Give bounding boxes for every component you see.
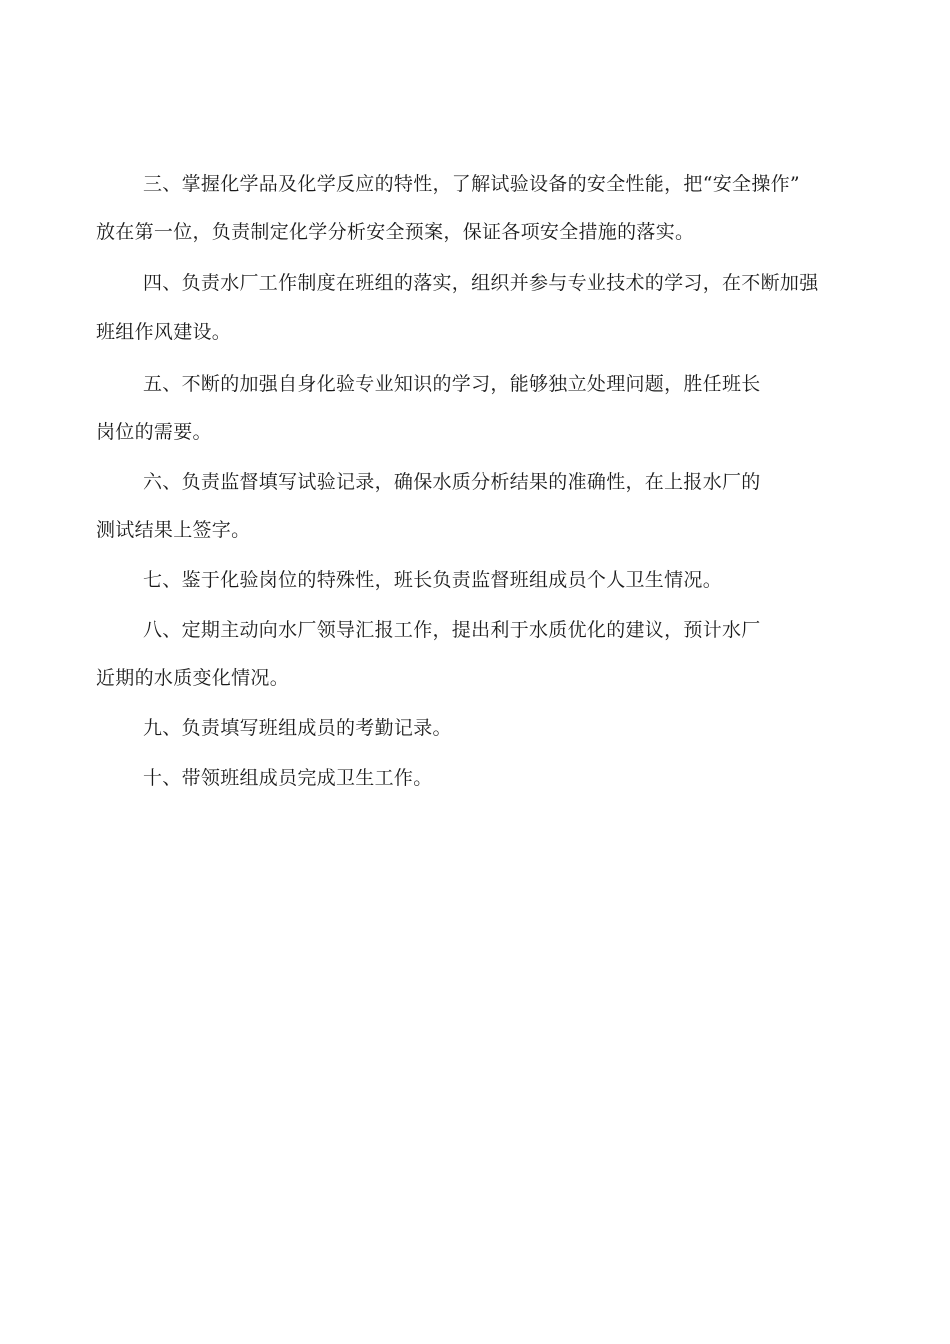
item-7-line-1: 七、鉴于化验岗位的特殊性，班长负责监督班组成员个人卫生情况。: [143, 569, 723, 591]
item-3-line-1: 三、掌握化学品及化学反应的特性，了解试验设备的安全性能，把“安全操作”: [143, 173, 800, 195]
item-3-line-2: 放在第一位，负责制定化学分析安全预案，保证各项安全措施的落实。: [96, 221, 695, 243]
item-8-line-2: 近期的水质变化情况。: [96, 667, 290, 689]
item-4-line-2: 班组作风建设。: [96, 321, 232, 343]
item-8-line-1: 八、定期主动向水厂领导汇报工作，提出利于水质优化的建议，预计水厂: [143, 619, 761, 641]
item-5-line-2: 岗位的需要。: [96, 421, 212, 443]
item-9-line-1: 九、负责填写班组成员的考勤记录。: [143, 717, 452, 739]
item-5-line-1: 五、不断的加强自身化验专业知识的学习，能够独立处理问题，胜任班长: [143, 373, 761, 395]
item-4-line-1: 四、负责水厂工作制度在班组的落实，组织并参与专业技术的学习，在不断加强: [143, 272, 819, 294]
item-6-line-2: 测试结果上签字。: [96, 519, 251, 541]
item-10-line-1: 十、带领班组成员完成卫生工作。: [143, 767, 433, 789]
item-6-line-1: 六、负责监督填写试验记录，确保水质分析结果的准确性，在上报水厂的: [143, 471, 761, 493]
